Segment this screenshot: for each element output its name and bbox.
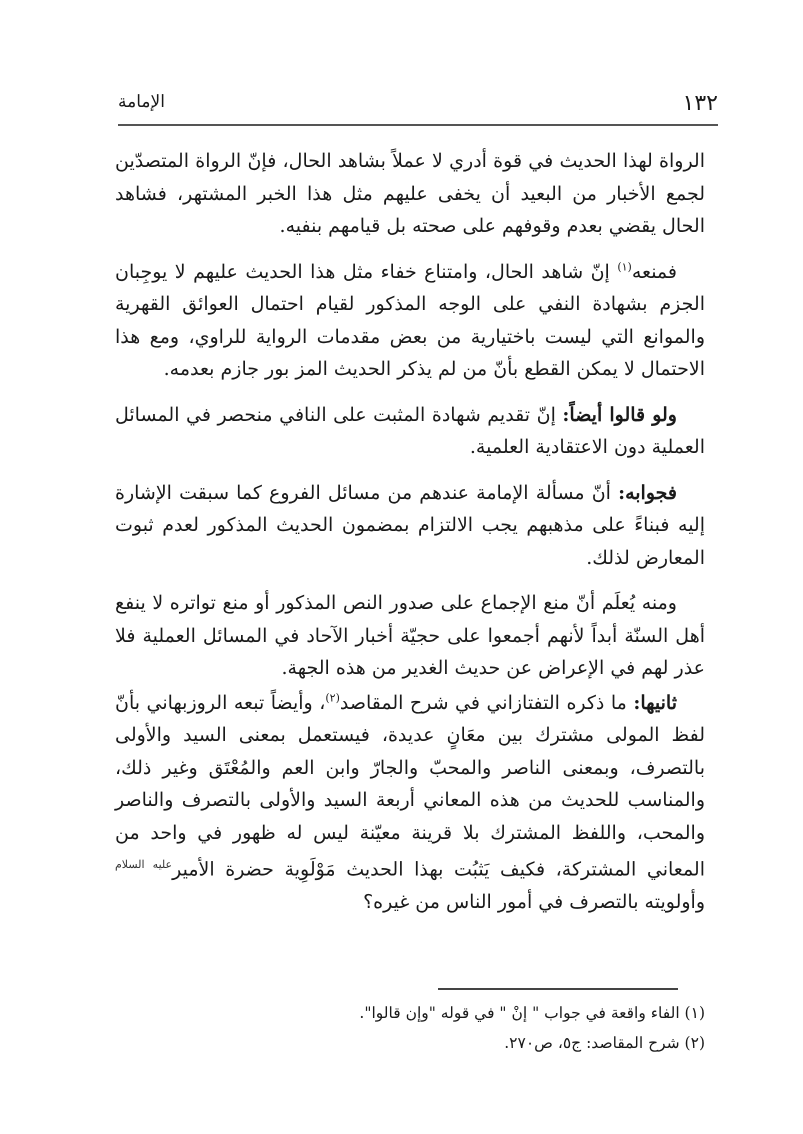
- paragraph-4: [115, 477, 705, 575]
- paragraph-text: الرواة لهذا الحديث في قوة أدري لا عملاً بشاهد الحال، فإنّ الرواة المتصدّين لجمع الأخبار من البعيد أن يخفى عليهم مثل هذا الخبر المشتهر، فشاهد الحال يقضي بعدم وقوفهم على صحته بل قيامهم بنفيه.: [115, 150, 705, 237]
- paragraph-bold-lead: ثانيها:: [633, 691, 677, 714]
- page-number: ١٣٢: [682, 91, 718, 116]
- page-header: [118, 86, 718, 126]
- footnote-ref-1[interactable]: (١): [617, 260, 632, 274]
- paragraph-bold-lead: فجوابه:: [618, 481, 677, 504]
- paragraph-text: ما ذكره التفتازاني في شرح المقاصد: [339, 691, 634, 714]
- footnote-2: (٢) شرح المقاصد: ج٥، ص٢٧٠.: [504, 1034, 705, 1052]
- paragraph-1: [115, 145, 705, 243]
- paragraph-2: [115, 256, 705, 386]
- paragraph-text: ، وأيضاً تبعه الروزبهاني بأنّ لفظ المولى مشترك بين معَانٍ عديدة، فيستعمل بمعنى السيد والأولى بالتصرف، وبمعنى الناصر والمحبّ والجارّ وابن العم والمُعْتَق وغير ذلك، والمناسب للحديث من هذه المعاني أربعة السيد والأولى بالتصرف والناصر والمحب، واللفظ المشترك بلا قرينة معيّنة ليس له ظهور في واحد من المعاني المشتركة، فكيف يَثبُت بهذا الحديث مَوْلَوِية حضرة الأمير: [115, 691, 705, 881]
- paragraph-text: ومنه يُعلَم أنّ منع الإجماع على صدور النص المذكور أو منع تواتره لا ينفع أهل السنّة أبداً لأنهم أجمعوا على حجيّة أخبار الآحاد في المسائل العملية فلا عذر لهم في الإعراض عن حديث الغدير من هذه الجهة.: [115, 592, 705, 679]
- footnote-separator: [438, 988, 678, 990]
- paragraph-6: [115, 687, 705, 919]
- body-text: [115, 145, 705, 931]
- footnotes: [115, 998, 705, 1058]
- paragraph-3: [115, 399, 705, 464]
- paragraph-text: وأولويته بالتصرف في أمور الناس من غيره؟: [363, 890, 705, 913]
- paragraph-text: أنّ مسألة الإمامة عندهم من مسائل الفروع كما سبقت الإشارة إليه فبناءً على مذهبهم يجب الالتزام بمضمون الحديث المذكور لعدم ثبوت المعارض لذلك.: [115, 481, 705, 569]
- running-title: الإمامة: [118, 92, 165, 112]
- honorific-symbol-icon: عليه السلام: [115, 858, 173, 871]
- paragraph-5: [115, 587, 705, 685]
- footnote-ref-2[interactable]: (٢): [325, 691, 340, 705]
- paragraph-bold-lead: ولو قالوا أيضاً:: [562, 403, 677, 426]
- paragraph-text: إنّ شاهد الحال، وامتناع خفاء مثل هذا الحديث عليهم لا يوجِبان الجزم بشهادة النفي على الوجه المذكور لقيام احتمال العوائق القهرية والموانع التي ليست باختيارية من بعض مقدمات الرواية للراوي، ومع هذا الاحتمال لا يمكن القطع بأنّ من لم يذكر الحديث المز بور جازم بعدمه.: [115, 260, 705, 380]
- footnote-1: (١) الفاء واقعة في جواب " إنْ " في قوله "وإن قالوا".: [359, 1004, 705, 1022]
- paragraph-lead: فمنعه: [631, 260, 677, 283]
- paragraph-text: إنّ تقديم شهادة المثبت على النافي منحصر في المسائل العملية دون الاعتقادية العلمية.: [115, 403, 705, 458]
- header-rule: [118, 124, 718, 126]
